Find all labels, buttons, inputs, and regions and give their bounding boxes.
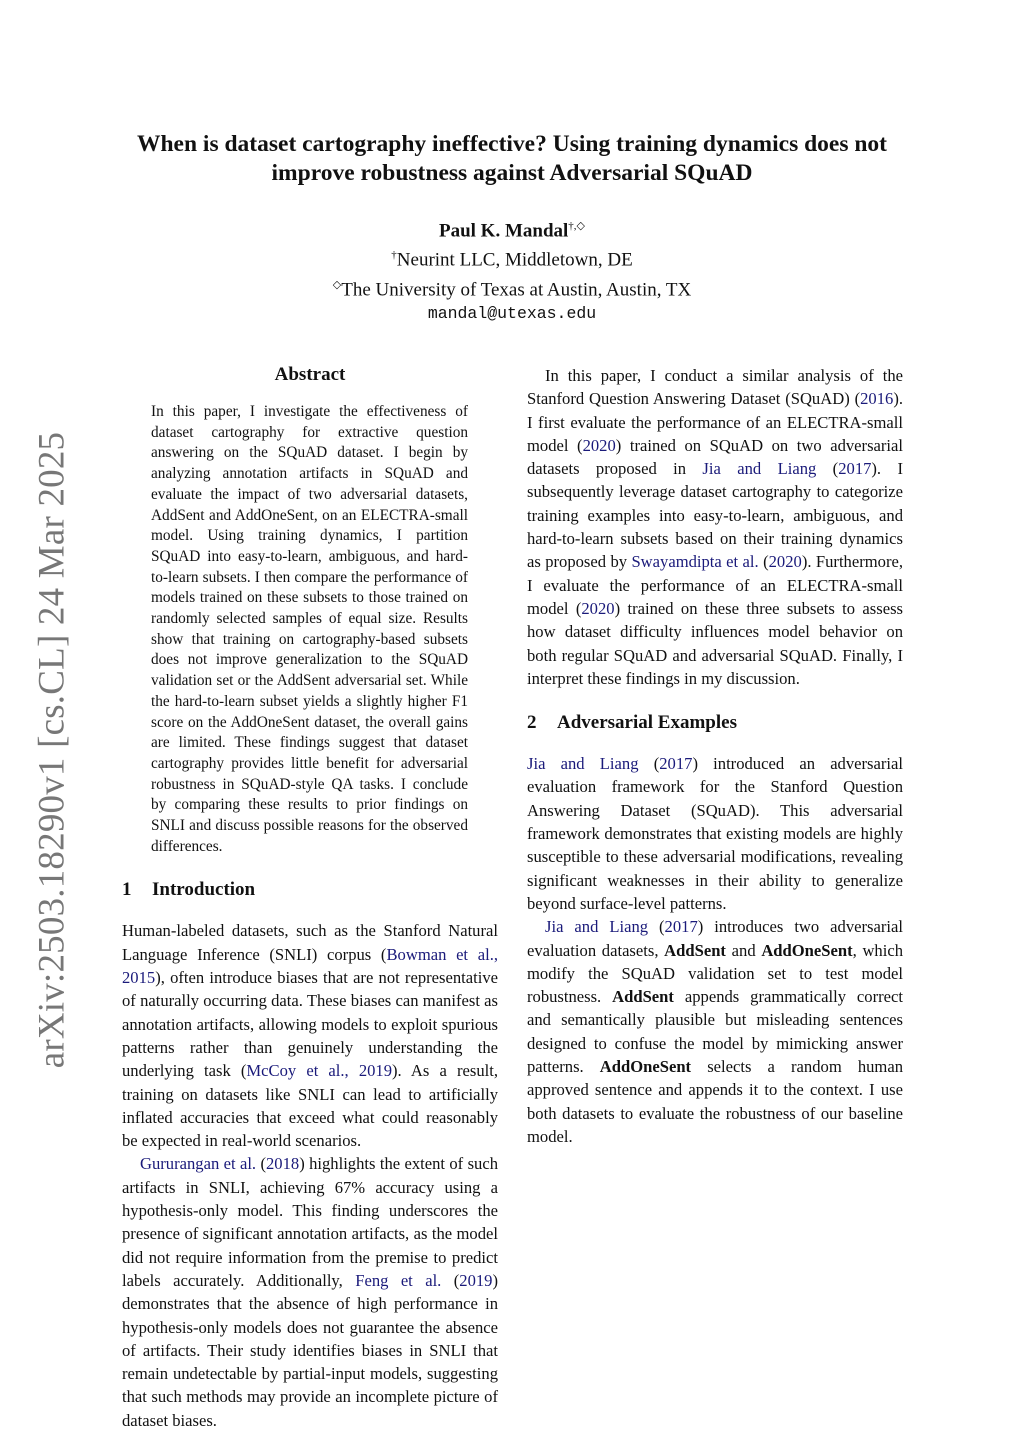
citation-link[interactable]: 2017 xyxy=(659,754,693,774)
right-column xyxy=(527,364,903,1148)
text-run: ( xyxy=(758,552,769,572)
text-run: and xyxy=(725,940,762,960)
section-1-heading xyxy=(122,879,498,901)
adv-paragraph-1 xyxy=(527,752,903,915)
text-run: ( xyxy=(441,1270,460,1290)
arxiv-identifier: arXiv:2503.18290v1 [cs.CL] 24 Mar 2025 xyxy=(31,431,73,1069)
intro-paragraph-1 xyxy=(122,919,498,1152)
citation-link[interactable]: 2017 xyxy=(664,917,698,937)
citation-link[interactable]: 2018 xyxy=(266,1154,300,1174)
text-run: ) introduces two adversarial evaluation datasets, xyxy=(527,917,903,960)
section-2-heading xyxy=(527,712,903,734)
text-run: In this paper, I conduct a similar analysis of the Stanford Question Answering Dataset (SQuAD) ( xyxy=(527,366,903,409)
text-run: ) introduced an adversarial evaluation framework for the Stanford Question Answering Dataset (SQuAD). This adversarial framework demonstrates that existing models are highly susceptible to these adversarial modifications, revealing significant weaknesses in their ability to generalize beyond surface-level patterns. xyxy=(527,754,903,913)
intro-paragraph-3 xyxy=(527,364,903,690)
abstract-heading: Abstract xyxy=(274,364,346,385)
affiliation-2: The University of Texas at Austin, Austin, TX xyxy=(341,278,692,300)
citation-link[interactable]: 2020 xyxy=(582,435,616,455)
affiliation-1-mark: † xyxy=(391,249,397,262)
paper-title xyxy=(110,130,914,188)
author-affiliation-marks: †,◇ xyxy=(568,220,586,232)
affiliation-2-mark: ◇ xyxy=(332,278,342,291)
title-line-2: improve robustness against Adversarial SQuAD xyxy=(271,160,753,186)
citation-link[interactable]: Gururangan et al. xyxy=(140,1154,257,1174)
text-run: ) trained on these three subsets to assess how dataset difficulty influences model behavior on both regular SQuAD and adversarial SQuAD. Finally, I interpret these findings in my discussion. xyxy=(527,598,903,688)
citation-link[interactable]: 2016 xyxy=(860,389,894,409)
text-run: ), often introduce biases that are not representative of naturally occurring data. These biases can manifest as annotation artifacts, allowing models to exploit spurious patterns rather than genuinely understanding the underlying task ( xyxy=(122,968,498,1081)
intro-paragraph-2 xyxy=(122,1152,498,1432)
text-run: ( xyxy=(648,917,665,937)
text-run: selects a random human approved sentence and appends it to the context. I use both datasets to evaluate the robustness of our baseline model. xyxy=(527,1057,903,1146)
text-run: ). I subsequently leverage dataset cartography to categorize training examples into easy-to-learn, ambiguous, and hard-to-learn subsets based on their training dynamics as proposed by xyxy=(527,459,903,572)
abstract-text: In this paper, I investigate the effectiveness of dataset cartography for extractive question answering on the SQuAD dataset. I begin by analyzing annotation artifacts in SQuAD and evaluate the impact of two adversarial datasets, AddSent and AddOneSent, on an ELECTRA-small model. Using training dynamics, I partition SQuAD into easy-to-learn, ambiguous, and hard-to-learn subsets. I then compare the performance of models trained on these subsets to those trained on randomly selected samples of equal size. Results show that training on cartography-based subsets does not improve generalization to the SQuAD validation set or the AddSent adversarial set. While the hard-to-learn subset yields a slightly higher F1 score on the AddOneSent dataset, the overall gains are limited. These findings suggest that dataset cartography provides little benefit for adversarial robustness in SQuAD-style QA tasks. I conclude by comparing these results to prior findings on SNLI and discuss possible reasons for the observed differences. xyxy=(151,403,468,855)
citation-link[interactable]: 2020 xyxy=(768,552,802,572)
adv-paragraph-2 xyxy=(527,915,903,1148)
text-run: appends grammatically correct and semantically plausible but misleading sentences designed to confuse the model by mimicking answer patterns. xyxy=(527,987,903,1077)
bold-term: AddSent xyxy=(612,987,674,1007)
text-run: ). As a result, training on datasets like SNLI can lead to artificially inflated accuracies that exceed what could reasonably be expected in real-world scenarios. xyxy=(122,1061,498,1151)
title-line-1: When is dataset cartography ineffective? Using training dynamics does not xyxy=(136,131,888,157)
citation-link[interactable]: Swayamdipta et al. xyxy=(631,552,759,572)
bold-term: AddOneSent xyxy=(599,1057,692,1077)
text-run: ( xyxy=(638,754,660,774)
left-column xyxy=(122,364,498,1432)
author-email: mandal@utexas.edu xyxy=(427,303,597,323)
text-run: ). Furthermore, I evaluate the performance of an ELECTRA-small model ( xyxy=(527,552,903,618)
citation-link[interactable]: Jia and Liang xyxy=(702,459,817,479)
text-run: ). I first evaluate the performance of an ELECTRA-small model ( xyxy=(527,389,903,455)
section-2-number: 2 xyxy=(527,712,537,734)
author-block xyxy=(110,214,914,326)
bold-term: AddSent xyxy=(664,940,726,960)
citation-link[interactable]: Jia and Liang xyxy=(545,917,649,937)
citation-link[interactable]: 2017 xyxy=(838,459,872,479)
citation-link[interactable]: Bowman et al., 2015 xyxy=(122,944,498,988)
citation-link[interactable]: 2020 xyxy=(581,598,615,618)
text-run: ) highlights the extent of such artifacts in SNLI, achieving 67% accuracy using a hypothesis-only model. This finding underscores the presence of significant annotation artifacts, as the model did not require information from the premise to predict labels accurately. Additionally, xyxy=(122,1154,498,1290)
citation-link[interactable]: Feng et al. xyxy=(355,1270,442,1290)
section-1-title: Introduction xyxy=(152,879,256,901)
text-run: Human-labeled datasets, such as the Stanford Natural Language Inference (SNLI) corpus ( xyxy=(122,921,498,964)
citation-link[interactable]: Jia and Liang xyxy=(527,754,639,774)
bold-term: AddOneSent xyxy=(761,940,853,960)
text-run: ) demonstrates that the absence of high performance in hypothesis-only models does not guarantee the absence of artifacts. Their study identifies biases in SNLI that remain undetectable by partial-input models, suggesting that such methods may provide an incomplete picture of dataset biases. xyxy=(122,1270,498,1430)
citation-link[interactable]: McCoy et al., 2019 xyxy=(246,1061,393,1081)
section-1-number: 1 xyxy=(122,879,132,901)
section-2-title: Adversarial Examples xyxy=(557,712,737,734)
text-run: ( xyxy=(816,459,839,479)
text-run: , which modify the SQuAD validation set to test model robustness. xyxy=(527,940,903,1007)
text-run: ) trained on SQuAD on two adversarial datasets proposed in xyxy=(527,435,903,479)
author-name: Paul K. Mandal xyxy=(438,220,569,242)
arxiv-sidebar xyxy=(22,431,82,1069)
text-run: ( xyxy=(256,1154,266,1174)
affiliation-1: Neurint LLC, Middletown, DE xyxy=(396,249,633,271)
citation-link[interactable]: 2019 xyxy=(459,1270,493,1290)
